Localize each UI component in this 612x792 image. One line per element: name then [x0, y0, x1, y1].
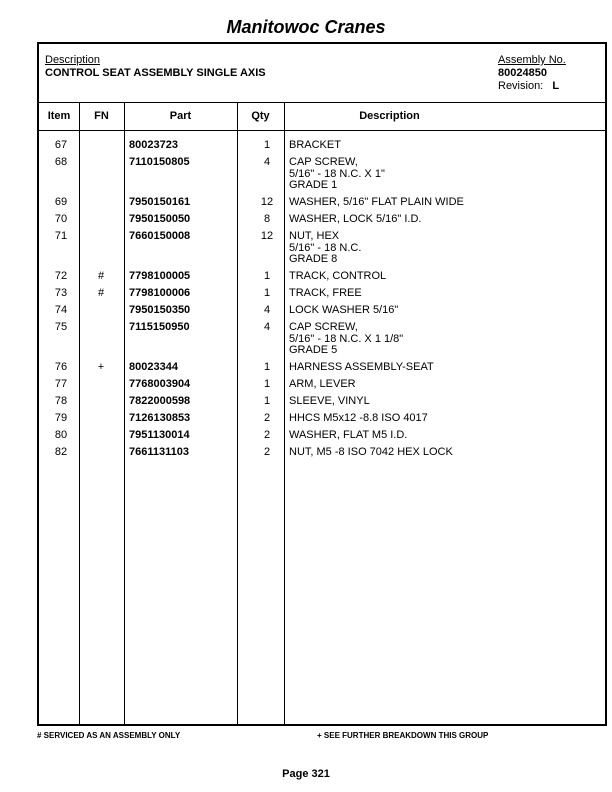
item-cell: 79 — [54, 412, 68, 424]
assembly-description-block — [45, 54, 266, 80]
part-number-cell: 7822000598 — [129, 395, 191, 407]
column-header-qty: Qty — [251, 110, 270, 122]
item-cell: 70 — [54, 213, 68, 225]
qty-cell: 1 — [263, 378, 271, 390]
qty-cell: 8 — [263, 213, 271, 225]
description-cell: SLEEVE, VINYL — [289, 395, 370, 407]
parts-table-frame — [37, 42, 607, 726]
qty-cell: 1 — [263, 395, 271, 407]
description-cell: WASHER, LOCK 5/16" I.D. — [289, 213, 422, 225]
qty-cell: 1 — [263, 361, 271, 373]
part-number-cell: 7798100006 — [129, 287, 191, 299]
item-cell: 78 — [54, 395, 68, 407]
description-cell: HHCS M5x12 -8.8 ISO 4017 — [289, 412, 428, 424]
serviced-note: # SERVICED AS AN ASSEMBLY ONLY — [37, 731, 181, 740]
description-cell: TRACK, FREE — [289, 287, 362, 299]
qty-cell: 12 — [260, 196, 274, 208]
description-label: Description — [45, 54, 101, 66]
part-number-cell: 7950150350 — [129, 304, 191, 316]
item-cell: 67 — [54, 139, 68, 151]
column-divider — [124, 102, 125, 724]
item-cell: 76 — [54, 361, 68, 373]
description-cell: ARM, LEVER — [289, 378, 356, 390]
qty-cell: 12 — [260, 230, 274, 242]
part-number-cell: 80023344 — [129, 361, 178, 373]
qty-cell: 2 — [263, 412, 271, 424]
description-cell: WASHER, FLAT M5 I.D. — [289, 429, 408, 441]
description-cell: TRACK, CONTROL — [289, 270, 387, 282]
description-cell: BRACKET — [289, 139, 341, 151]
qty-cell: 4 — [263, 321, 271, 333]
part-number-cell: 7798100005 — [129, 270, 191, 282]
item-cell: 80 — [54, 429, 68, 441]
column-header-fn: FN — [94, 110, 109, 122]
assembly-number-label: Assembly No. — [498, 54, 566, 66]
description-cell: CAP SCREW, 5/16" - 18 N.C. X 1 1/8" GRADE 5 — [289, 321, 404, 356]
part-number-cell: 7768003904 — [129, 378, 191, 390]
revision-label: Revision: — [498, 80, 544, 92]
description-cell: LOCK WASHER 5/16" — [289, 304, 399, 316]
page-title: Manitowoc Cranes — [226, 17, 386, 37]
fn-cell: # — [97, 270, 105, 282]
description-cell: NUT, M5 -8 ISO 7042 HEX LOCK — [289, 446, 453, 458]
description-cell: CAP SCREW, 5/16" - 18 N.C. X 1" GRADE 1 — [289, 156, 385, 191]
column-header-description: Description — [359, 110, 420, 122]
item-cell: 77 — [54, 378, 68, 390]
qty-cell: 1 — [263, 287, 271, 299]
part-number-cell: 7115150950 — [129, 321, 190, 333]
qty-cell: 1 — [263, 139, 271, 151]
item-cell: 71 — [54, 230, 68, 242]
item-cell: 82 — [54, 446, 68, 458]
item-cell: 74 — [54, 304, 68, 316]
part-number-cell: 7950150050 — [129, 213, 191, 225]
fn-cell: # — [97, 287, 105, 299]
description-cell: HARNESS ASSEMBLY-SEAT — [289, 361, 434, 373]
revision-line — [498, 80, 566, 93]
item-cell: 73 — [54, 287, 68, 299]
column-header-part: Part — [169, 110, 192, 122]
qty-cell: 4 — [263, 304, 271, 316]
page-number: Page 321 — [282, 768, 330, 780]
assembly-description: CONTROL SEAT ASSEMBLY SINGLE AXIS — [45, 67, 266, 79]
assembly-number-block — [498, 54, 566, 93]
qty-cell: 2 — [263, 446, 271, 458]
description-cell: NUT, HEX 5/16" - 18 N.C. GRADE 8 — [289, 230, 362, 265]
part-number-cell: 7660150008 — [129, 230, 191, 242]
column-divider — [237, 102, 238, 724]
item-cell: 69 — [54, 196, 68, 208]
item-cell: 72 — [54, 270, 68, 282]
qty-cell: 4 — [263, 156, 271, 168]
fn-cell: + — [97, 361, 105, 373]
assembly-number: 80024850 — [498, 67, 547, 79]
part-number-cell: 7951130014 — [129, 429, 190, 441]
part-number-cell: 80023723 — [129, 139, 178, 151]
revision-value: L — [552, 80, 560, 92]
part-number-cell: 7661131103 — [129, 446, 189, 458]
column-header-item: Item — [47, 110, 71, 122]
breakdown-note: + SEE FURTHER BREAKDOWN THIS GROUP — [317, 731, 489, 740]
item-cell: 75 — [54, 321, 68, 333]
part-number-cell: 7126130853 — [129, 412, 191, 424]
part-number-cell: 7950150161 — [129, 196, 191, 208]
qty-cell: 2 — [263, 429, 271, 441]
part-number-cell: 7110150805 — [129, 156, 190, 168]
item-cell: 68 — [54, 156, 68, 168]
description-cell: WASHER, 5/16" FLAT PLAIN WIDE — [289, 196, 464, 208]
qty-cell: 1 — [263, 270, 271, 282]
